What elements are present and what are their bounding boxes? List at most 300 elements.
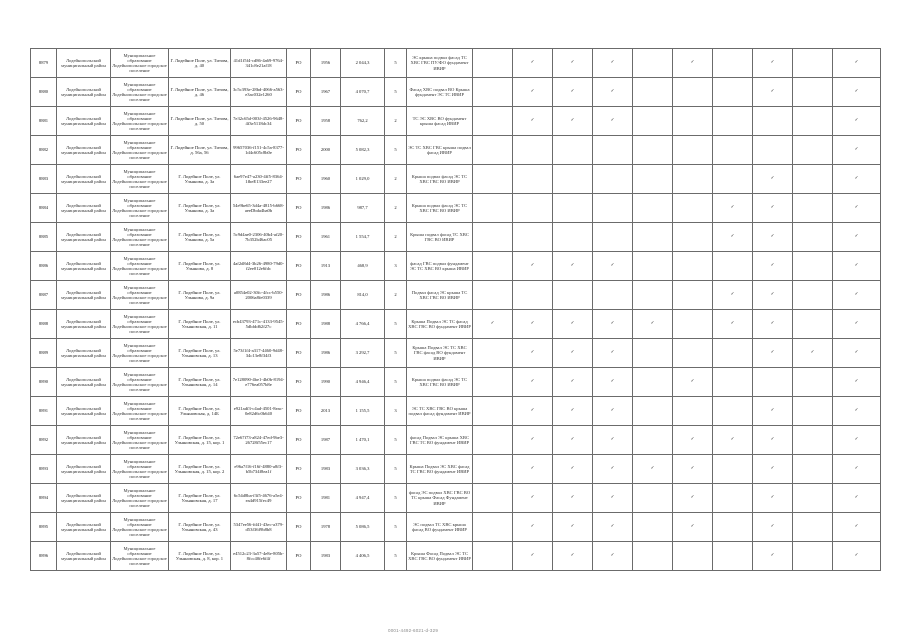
type-cell: РО: [287, 223, 311, 252]
empty-mark-cell: [713, 339, 753, 368]
district-cell: Лодейнопольский муниципальный район: [57, 397, 111, 426]
area-cell: 987,7: [341, 194, 385, 223]
floors-cell: 3: [385, 252, 407, 281]
check-mark-icon: ✓: [593, 397, 633, 426]
address-cell: Г. Лодейное Поле, ул. Ульянова, д. 8: [169, 252, 231, 281]
works-cell: Крыша подвал фасад ЭС ТС ХВС ГВС ВО ИВИР: [407, 368, 473, 397]
row-id: 8888: [31, 310, 57, 339]
area-cell: 1 155,5: [341, 397, 385, 426]
empty-mark-cell: [633, 368, 673, 397]
area-cell: 5 086,5: [341, 513, 385, 542]
check-mark-icon: ✓: [593, 252, 633, 281]
check-mark-icon: ✓: [753, 252, 793, 281]
address-cell: Г. Лодейное Поле, ул. Ульянова, д. 3а: [169, 165, 231, 194]
check-mark-icon: ✓: [673, 484, 713, 513]
empty-mark-cell: [673, 339, 713, 368]
check-mark-icon: ✓: [753, 49, 793, 78]
type-cell: РО: [287, 513, 311, 542]
empty-mark-cell: [633, 107, 673, 136]
empty-mark-cell: [673, 397, 713, 426]
floors-cell: 5: [385, 310, 407, 339]
empty-mark-cell: [673, 107, 713, 136]
empty-mark-cell: [513, 223, 553, 252]
empty-mark-cell: [633, 165, 673, 194]
district-cell: Лодейнопольский муниципальный район: [57, 136, 111, 165]
check-mark-icon: ✓: [553, 455, 593, 484]
district-cell: Лодейнопольский муниципальный район: [57, 49, 111, 78]
row-id: 8885: [31, 223, 57, 252]
address-cell: Г. Лодейное Поле, ул. Титова, д. 56а, 56: [169, 136, 231, 165]
check-mark-icon: ✓: [833, 455, 881, 484]
works-cell: Крыша Фасад Подвал ЭС ТС ХВС ГВС ВО фундамент ИВИР: [407, 542, 473, 571]
check-mark-icon: ✓: [833, 484, 881, 513]
works-cell: фасад ГВС подвал фундамент ЭС ТС ХВС ВО крыша ИВИР: [407, 252, 473, 281]
district-cell: Лодейнопольский муниципальный район: [57, 281, 111, 310]
year-cell: 1978: [311, 513, 341, 542]
row-id: 8890: [31, 368, 57, 397]
row-id: 8880: [31, 78, 57, 107]
works-cell: Фасад ХВС подвал ВО Крыша фундамент ЭС ТС ИВИР: [407, 78, 473, 107]
floors-cell: 2: [385, 281, 407, 310]
settlement-cell: Муниципальное образование Лодейнопольское городское поселение: [111, 194, 169, 223]
empty-mark-cell: [633, 484, 673, 513]
empty-mark-cell: [713, 542, 753, 571]
check-mark-icon: ✓: [833, 49, 881, 78]
address-cell: Г. Лодейное Поле, ул. Ульянова, д. 3а: [169, 194, 231, 223]
area-cell: 4 947,4: [341, 484, 385, 513]
empty-mark-cell: [753, 136, 793, 165]
table-row: [31, 455, 881, 484]
check-mark-icon: ✓: [553, 107, 593, 136]
settlement-cell: Муниципальное образование Лодейнопольское городское поселение: [111, 484, 169, 513]
fias-code-cell: e4512c23-3a57-4e8e-805b-8fcc40fe6f4f: [231, 542, 287, 571]
check-mark-icon: ✓: [713, 194, 753, 223]
empty-mark-cell: [513, 165, 553, 194]
address-cell: Г. Лодейное Поле, ул. Ульяновская, д. 17: [169, 484, 231, 513]
empty-mark-cell: [673, 310, 713, 339]
address-cell: Г. Лодейное Поле, ул. Титова, д. 46: [169, 78, 231, 107]
table-row: [31, 194, 881, 223]
fias-code-cell: 5347ee56-fd41-43ec-a379-d53f36f9b8b8: [231, 513, 287, 542]
check-mark-icon: ✓: [673, 513, 713, 542]
check-mark-icon: ✓: [833, 368, 881, 397]
empty-mark-cell: [713, 513, 753, 542]
area-cell: 468,9: [341, 252, 385, 281]
empty-mark-cell: [713, 455, 753, 484]
empty-mark-cell: [473, 542, 513, 571]
empty-mark-cell: [473, 165, 513, 194]
type-cell: РО: [287, 78, 311, 107]
check-mark-icon: ✓: [593, 368, 633, 397]
check-mark-icon: ✓: [753, 78, 793, 107]
address-cell: Г. Лодейное Поле, ул. Ульяновская, д. 11: [169, 310, 231, 339]
empty-mark-cell: [793, 397, 833, 426]
row-id: 8887: [31, 281, 57, 310]
settlement-cell: Муниципальное образование Лодейнопольское городское поселение: [111, 339, 169, 368]
works-cell: Крыша подвал фасад ЭС ТС ХВС ГВС ВО ИВИР: [407, 165, 473, 194]
empty-mark-cell: [473, 397, 513, 426]
area-cell: 4 070,7: [341, 78, 385, 107]
type-cell: РО: [287, 397, 311, 426]
fias-code-cell: 5e73f1f4-a317-4460-9d48-34c13e8f34f3: [231, 339, 287, 368]
empty-mark-cell: [673, 165, 713, 194]
empty-mark-cell: [793, 78, 833, 107]
check-mark-icon: ✓: [633, 455, 673, 484]
area-cell: 5 082,3: [341, 136, 385, 165]
works-cell: ЭС ТС ХВС ГВС крыша подвал фасад ИВИР: [407, 136, 473, 165]
register-table: [30, 48, 876, 570]
settlement-cell: Муниципальное образование Лодейнопольское городское поселение: [111, 136, 169, 165]
check-mark-icon: ✓: [833, 426, 881, 455]
row-id: 8884: [31, 194, 57, 223]
settlement-cell: Муниципальное образование Лодейнопольское городское поселение: [111, 281, 169, 310]
empty-mark-cell: [513, 194, 553, 223]
check-mark-icon: ✓: [833, 281, 881, 310]
empty-mark-cell: [593, 223, 633, 252]
empty-mark-cell: [753, 107, 793, 136]
empty-mark-cell: [713, 49, 753, 78]
empty-mark-cell: [793, 136, 833, 165]
district-cell: Лодейнопольский муниципальный район: [57, 368, 111, 397]
fias-code-cell: 4af2d8d4-3b26-4980-79d0-f2ee012e6fdc: [231, 252, 287, 281]
fias-code-cell: 41d1f5f4-cd86-4a69-9764-341c8e21af18: [231, 49, 287, 78]
check-mark-icon: ✓: [553, 339, 593, 368]
address-cell: Г. Лодейное Поле, ул. Ульяновская, д. 43: [169, 513, 231, 542]
check-mark-icon: ✓: [553, 484, 593, 513]
empty-mark-cell: [473, 107, 513, 136]
check-mark-icon: ✓: [753, 455, 793, 484]
works-cell: ЭС крыша подвал фасад ТС ХВС ГВС ПУ/ФО фундамент ИВИР: [407, 49, 473, 78]
empty-mark-cell: [633, 252, 673, 281]
fias-code-cell: 72e67f73-a824-47ed-9be3-26728f55ec17: [231, 426, 287, 455]
floors-cell: 5: [385, 513, 407, 542]
check-mark-icon: ✓: [753, 426, 793, 455]
table-row: [31, 223, 881, 252]
floors-cell: 2: [385, 194, 407, 223]
empty-mark-cell: [713, 368, 753, 397]
empty-mark-cell: [673, 542, 713, 571]
year-cell: 1956: [311, 49, 341, 78]
check-mark-icon: ✓: [753, 310, 793, 339]
check-mark-icon: ✓: [513, 49, 553, 78]
works-cell: Крыша Подвал ЭС ХВС фасад ТС ГВС ВО фундамент ИВИР: [407, 455, 473, 484]
check-mark-icon: ✓: [593, 339, 633, 368]
year-cell: 2013: [311, 397, 341, 426]
settlement-cell: Муниципальное образование Лодейнопольское городское поселение: [111, 223, 169, 252]
empty-mark-cell: [473, 252, 513, 281]
empty-mark-cell: [633, 223, 673, 252]
empty-mark-cell: [793, 165, 833, 194]
check-mark-icon: ✓: [833, 542, 881, 571]
type-cell: РО: [287, 281, 311, 310]
area-cell: 3 036,3: [341, 455, 385, 484]
row-id: 8896: [31, 542, 57, 571]
empty-mark-cell: [473, 339, 513, 368]
year-cell: 1986: [311, 194, 341, 223]
address-cell: Г. Лодейное Поле, ул. Титова, д. 40: [169, 49, 231, 78]
floors-cell: 5: [385, 339, 407, 368]
check-mark-icon: ✓: [513, 513, 553, 542]
empty-mark-cell: [473, 194, 513, 223]
district-cell: Лодейнопольский муниципальный район: [57, 107, 111, 136]
floors-cell: 5: [385, 542, 407, 571]
empty-mark-cell: [633, 513, 673, 542]
check-mark-icon: ✓: [593, 49, 633, 78]
works-cell: Крыша подвал фасад ЭС ТС ХВС ГВС ВО ИВИР: [407, 194, 473, 223]
table-row: [31, 368, 881, 397]
district-cell: Лодейнопольский муниципальный район: [57, 310, 111, 339]
check-mark-icon: ✓: [833, 194, 881, 223]
works-cell: Крыша подвал фасад ТС ХВС ГВС ВО ИВИР: [407, 223, 473, 252]
empty-mark-cell: [633, 397, 673, 426]
fias-code-cell: 5c9d4ae0-2306-40b4-af20-7b352b46ac05: [231, 223, 287, 252]
table-row: [31, 252, 881, 281]
district-cell: Лодейнопольский муниципальный район: [57, 78, 111, 107]
address-cell: Г. Лодейное Поле, ул. Ульянова, д. 5а: [169, 223, 231, 252]
empty-mark-cell: [633, 194, 673, 223]
floors-cell: 5: [385, 426, 407, 455]
year-cell: 1967: [311, 78, 341, 107]
settlement-cell: Муниципальное образование Лодейнопольское городское поселение: [111, 310, 169, 339]
empty-mark-cell: [793, 281, 833, 310]
settlement-cell: Муниципальное образование Лодейнопольское городское поселение: [111, 426, 169, 455]
table-row: [31, 484, 881, 513]
check-mark-icon: ✓: [513, 368, 553, 397]
check-mark-icon: ✓: [713, 310, 753, 339]
settlement-cell: Муниципальное образование Лодейнопольское городское поселение: [111, 78, 169, 107]
address-cell: Г. Лодейное Поле, ул. Ульяновская, д. 15, кор. 2: [169, 455, 231, 484]
check-mark-icon: ✓: [513, 426, 553, 455]
year-cell: 1986: [311, 339, 341, 368]
empty-mark-cell: [673, 252, 713, 281]
settlement-cell: Муниципальное образование Лодейнопольское городское поселение: [111, 49, 169, 78]
check-mark-icon: ✓: [513, 78, 553, 107]
empty-mark-cell: [793, 107, 833, 136]
check-mark-icon: ✓: [753, 484, 793, 513]
year-cell: 1913: [311, 252, 341, 281]
type-cell: РО: [287, 252, 311, 281]
table-body: [31, 49, 881, 571]
empty-mark-cell: [633, 49, 673, 78]
address-cell: Г. Лодейное Поле, ул. Ульяновская, д. 8, кор. 1: [169, 542, 231, 571]
check-mark-icon: ✓: [513, 484, 553, 513]
address-cell: Г. Лодейное Поле, ул. Ульяновская, д. 14: [169, 368, 231, 397]
year-cell: 2000: [311, 136, 341, 165]
area-cell: 762,2: [341, 107, 385, 136]
type-cell: РО: [287, 310, 311, 339]
check-mark-icon: ✓: [593, 107, 633, 136]
empty-mark-cell: [713, 165, 753, 194]
check-mark-icon: ✓: [673, 368, 713, 397]
empty-mark-cell: [593, 165, 633, 194]
empty-mark-cell: [793, 223, 833, 252]
fias-code-cell: ecb43793-471c-4133-9545-5dbfdd62f27c: [231, 310, 287, 339]
check-mark-icon: ✓: [753, 542, 793, 571]
settlement-cell: Муниципальное образование Лодейнопольское городское поселение: [111, 107, 169, 136]
empty-mark-cell: [673, 223, 713, 252]
check-mark-icon: ✓: [833, 136, 881, 165]
check-mark-icon: ✓: [553, 397, 593, 426]
empty-mark-cell: [753, 368, 793, 397]
year-cell: 1987: [311, 426, 341, 455]
empty-mark-cell: [713, 252, 753, 281]
empty-mark-cell: [593, 281, 633, 310]
empty-mark-cell: [673, 78, 713, 107]
settlement-cell: Муниципальное образование Лодейнопольское городское поселение: [111, 252, 169, 281]
empty-mark-cell: [553, 136, 593, 165]
settlement-cell: Муниципальное образование Лодейнопольское городское поселение: [111, 455, 169, 484]
district-cell: Лодейнопольский муниципальный район: [57, 165, 111, 194]
empty-mark-cell: [593, 194, 633, 223]
empty-mark-cell: [633, 339, 673, 368]
type-cell: РО: [287, 339, 311, 368]
settlement-cell: Муниципальное образование Лодейнопольское городское поселение: [111, 368, 169, 397]
table-row: [31, 513, 881, 542]
fias-code-cell: a0854e02-30fc-4fcc-b550-2006a8fe0339: [231, 281, 287, 310]
area-cell: 4 406,5: [341, 542, 385, 571]
table-row: [31, 107, 881, 136]
check-mark-icon: ✓: [753, 513, 793, 542]
fias-code-cell: e96a7f16-f16f-4880-a8f3-b5b734f8ea1f: [231, 455, 287, 484]
district-cell: Лодейнопольский муниципальный район: [57, 484, 111, 513]
year-cell: 1983: [311, 455, 341, 484]
check-mark-icon: ✓: [833, 107, 881, 136]
works-cell: ТС ЭС ХВС ВО фундамент крыша фасад ИВИР: [407, 107, 473, 136]
check-mark-icon: ✓: [833, 513, 881, 542]
fias-code-cell: e921adf3-c4ad-4501-8eac-0e82d6c0b640: [231, 397, 287, 426]
year-cell: 1986: [311, 281, 341, 310]
district-cell: Лодейнопольский муниципальный район: [57, 252, 111, 281]
empty-mark-cell: [553, 281, 593, 310]
floors-cell: 5: [385, 484, 407, 513]
check-mark-icon: ✓: [633, 310, 673, 339]
empty-mark-cell: [793, 49, 833, 78]
check-mark-icon: ✓: [833, 78, 881, 107]
empty-mark-cell: [473, 426, 513, 455]
area-cell: 1 470,1: [341, 426, 385, 455]
check-mark-icon: ✓: [753, 281, 793, 310]
empty-mark-cell: [473, 484, 513, 513]
empty-mark-cell: [473, 281, 513, 310]
year-cell: 1960: [311, 165, 341, 194]
area-cell: 1 554,7: [341, 223, 385, 252]
check-mark-icon: ✓: [593, 542, 633, 571]
check-mark-icon: ✓: [753, 194, 793, 223]
empty-mark-cell: [673, 281, 713, 310]
row-id: 8895: [31, 513, 57, 542]
empty-mark-cell: [793, 194, 833, 223]
check-mark-icon: ✓: [513, 252, 553, 281]
empty-mark-cell: [713, 484, 753, 513]
type-cell: РО: [287, 484, 311, 513]
table-row: [31, 281, 881, 310]
floors-cell: 2: [385, 107, 407, 136]
year-cell: 1961: [311, 223, 341, 252]
year-cell: 1988: [311, 310, 341, 339]
table-row: [31, 136, 881, 165]
check-mark-icon: ✓: [553, 252, 593, 281]
check-mark-icon: ✓: [513, 397, 553, 426]
check-mark-icon: ✓: [553, 49, 593, 78]
empty-mark-cell: [473, 368, 513, 397]
address-cell: Г. Лодейное Поле, ул. Ульяновская, д. 14Б: [169, 397, 231, 426]
row-id: 8889: [31, 339, 57, 368]
table-row: [31, 49, 881, 78]
floors-cell: 2: [385, 165, 407, 194]
empty-mark-cell: [713, 107, 753, 136]
check-mark-icon: ✓: [513, 310, 553, 339]
empty-mark-cell: [553, 165, 593, 194]
settlement-cell: Муниципальное образование Лодейнопольское городское поселение: [111, 165, 169, 194]
empty-mark-cell: [673, 136, 713, 165]
check-mark-icon: ✓: [793, 339, 833, 368]
check-mark-icon: ✓: [833, 165, 881, 194]
year-cell: 1983: [311, 542, 341, 571]
empty-mark-cell: [793, 310, 833, 339]
empty-mark-cell: [633, 136, 673, 165]
type-cell: РО: [287, 107, 311, 136]
check-mark-icon: ✓: [593, 513, 633, 542]
works-cell: Подвал фасад ЭС крыша ТС ХВС ГВС ВО ИВИР: [407, 281, 473, 310]
row-id: 8893: [31, 455, 57, 484]
empty-mark-cell: [793, 455, 833, 484]
empty-mark-cell: [633, 426, 673, 455]
check-mark-icon: ✓: [673, 455, 713, 484]
empty-mark-cell: [633, 78, 673, 107]
floors-cell: 3: [385, 397, 407, 426]
check-mark-icon: ✓: [593, 78, 633, 107]
table-row: [31, 397, 881, 426]
empty-mark-cell: [793, 252, 833, 281]
check-mark-icon: ✓: [713, 426, 753, 455]
floors-cell: 5: [385, 78, 407, 107]
check-mark-icon: ✓: [673, 426, 713, 455]
fias-code-cell: 7e128090-4be1-4b0b-8194-e776ea057b8e: [231, 368, 287, 397]
table-row: [31, 542, 881, 571]
table-row: [31, 426, 881, 455]
check-mark-icon: ✓: [553, 542, 593, 571]
settlement-cell: Муниципальное образование Лодейнопольское городское поселение: [111, 513, 169, 542]
works-cell: ЭС ТС ХВС ГВС ВО крыша подвал фасад фундамент ИВИР: [407, 397, 473, 426]
check-mark-icon: ✓: [513, 542, 553, 571]
check-mark-icon: ✓: [833, 397, 881, 426]
row-id: 8886: [31, 252, 57, 281]
type-cell: РО: [287, 455, 311, 484]
empty-mark-cell: [473, 513, 513, 542]
floors-cell: 2: [385, 223, 407, 252]
check-mark-icon: ✓: [593, 484, 633, 513]
empty-mark-cell: [553, 194, 593, 223]
district-cell: Лодейнопольский муниципальный район: [57, 426, 111, 455]
fias-code-cell: 3c5c393e-28bd-4066-a563-e3ac032e1260: [231, 78, 287, 107]
type-cell: РО: [287, 194, 311, 223]
district-cell: Лодейнопольский муниципальный район: [57, 542, 111, 571]
empty-mark-cell: [633, 542, 673, 571]
area-cell: 4 946,4: [341, 368, 385, 397]
check-mark-icon: ✓: [713, 281, 753, 310]
check-mark-icon: ✓: [753, 165, 793, 194]
address-cell: Г. Лодейное Поле, ул. Титова, д. 50: [169, 107, 231, 136]
empty-mark-cell: [633, 281, 673, 310]
works-cell: Крыша Подвал ЭС ТС фасад ХВС ГВС ВО фундамент ИВИР: [407, 310, 473, 339]
fias-code-cell: 6c54d8ba-f3f5-4676-a5e4-ea4d915fec49: [231, 484, 287, 513]
empty-mark-cell: [713, 136, 753, 165]
check-mark-icon: ✓: [753, 397, 793, 426]
check-mark-icon: ✓: [553, 368, 593, 397]
district-cell: Лодейнопольский муниципальный район: [57, 194, 111, 223]
check-mark-icon: ✓: [553, 513, 593, 542]
empty-mark-cell: [793, 368, 833, 397]
